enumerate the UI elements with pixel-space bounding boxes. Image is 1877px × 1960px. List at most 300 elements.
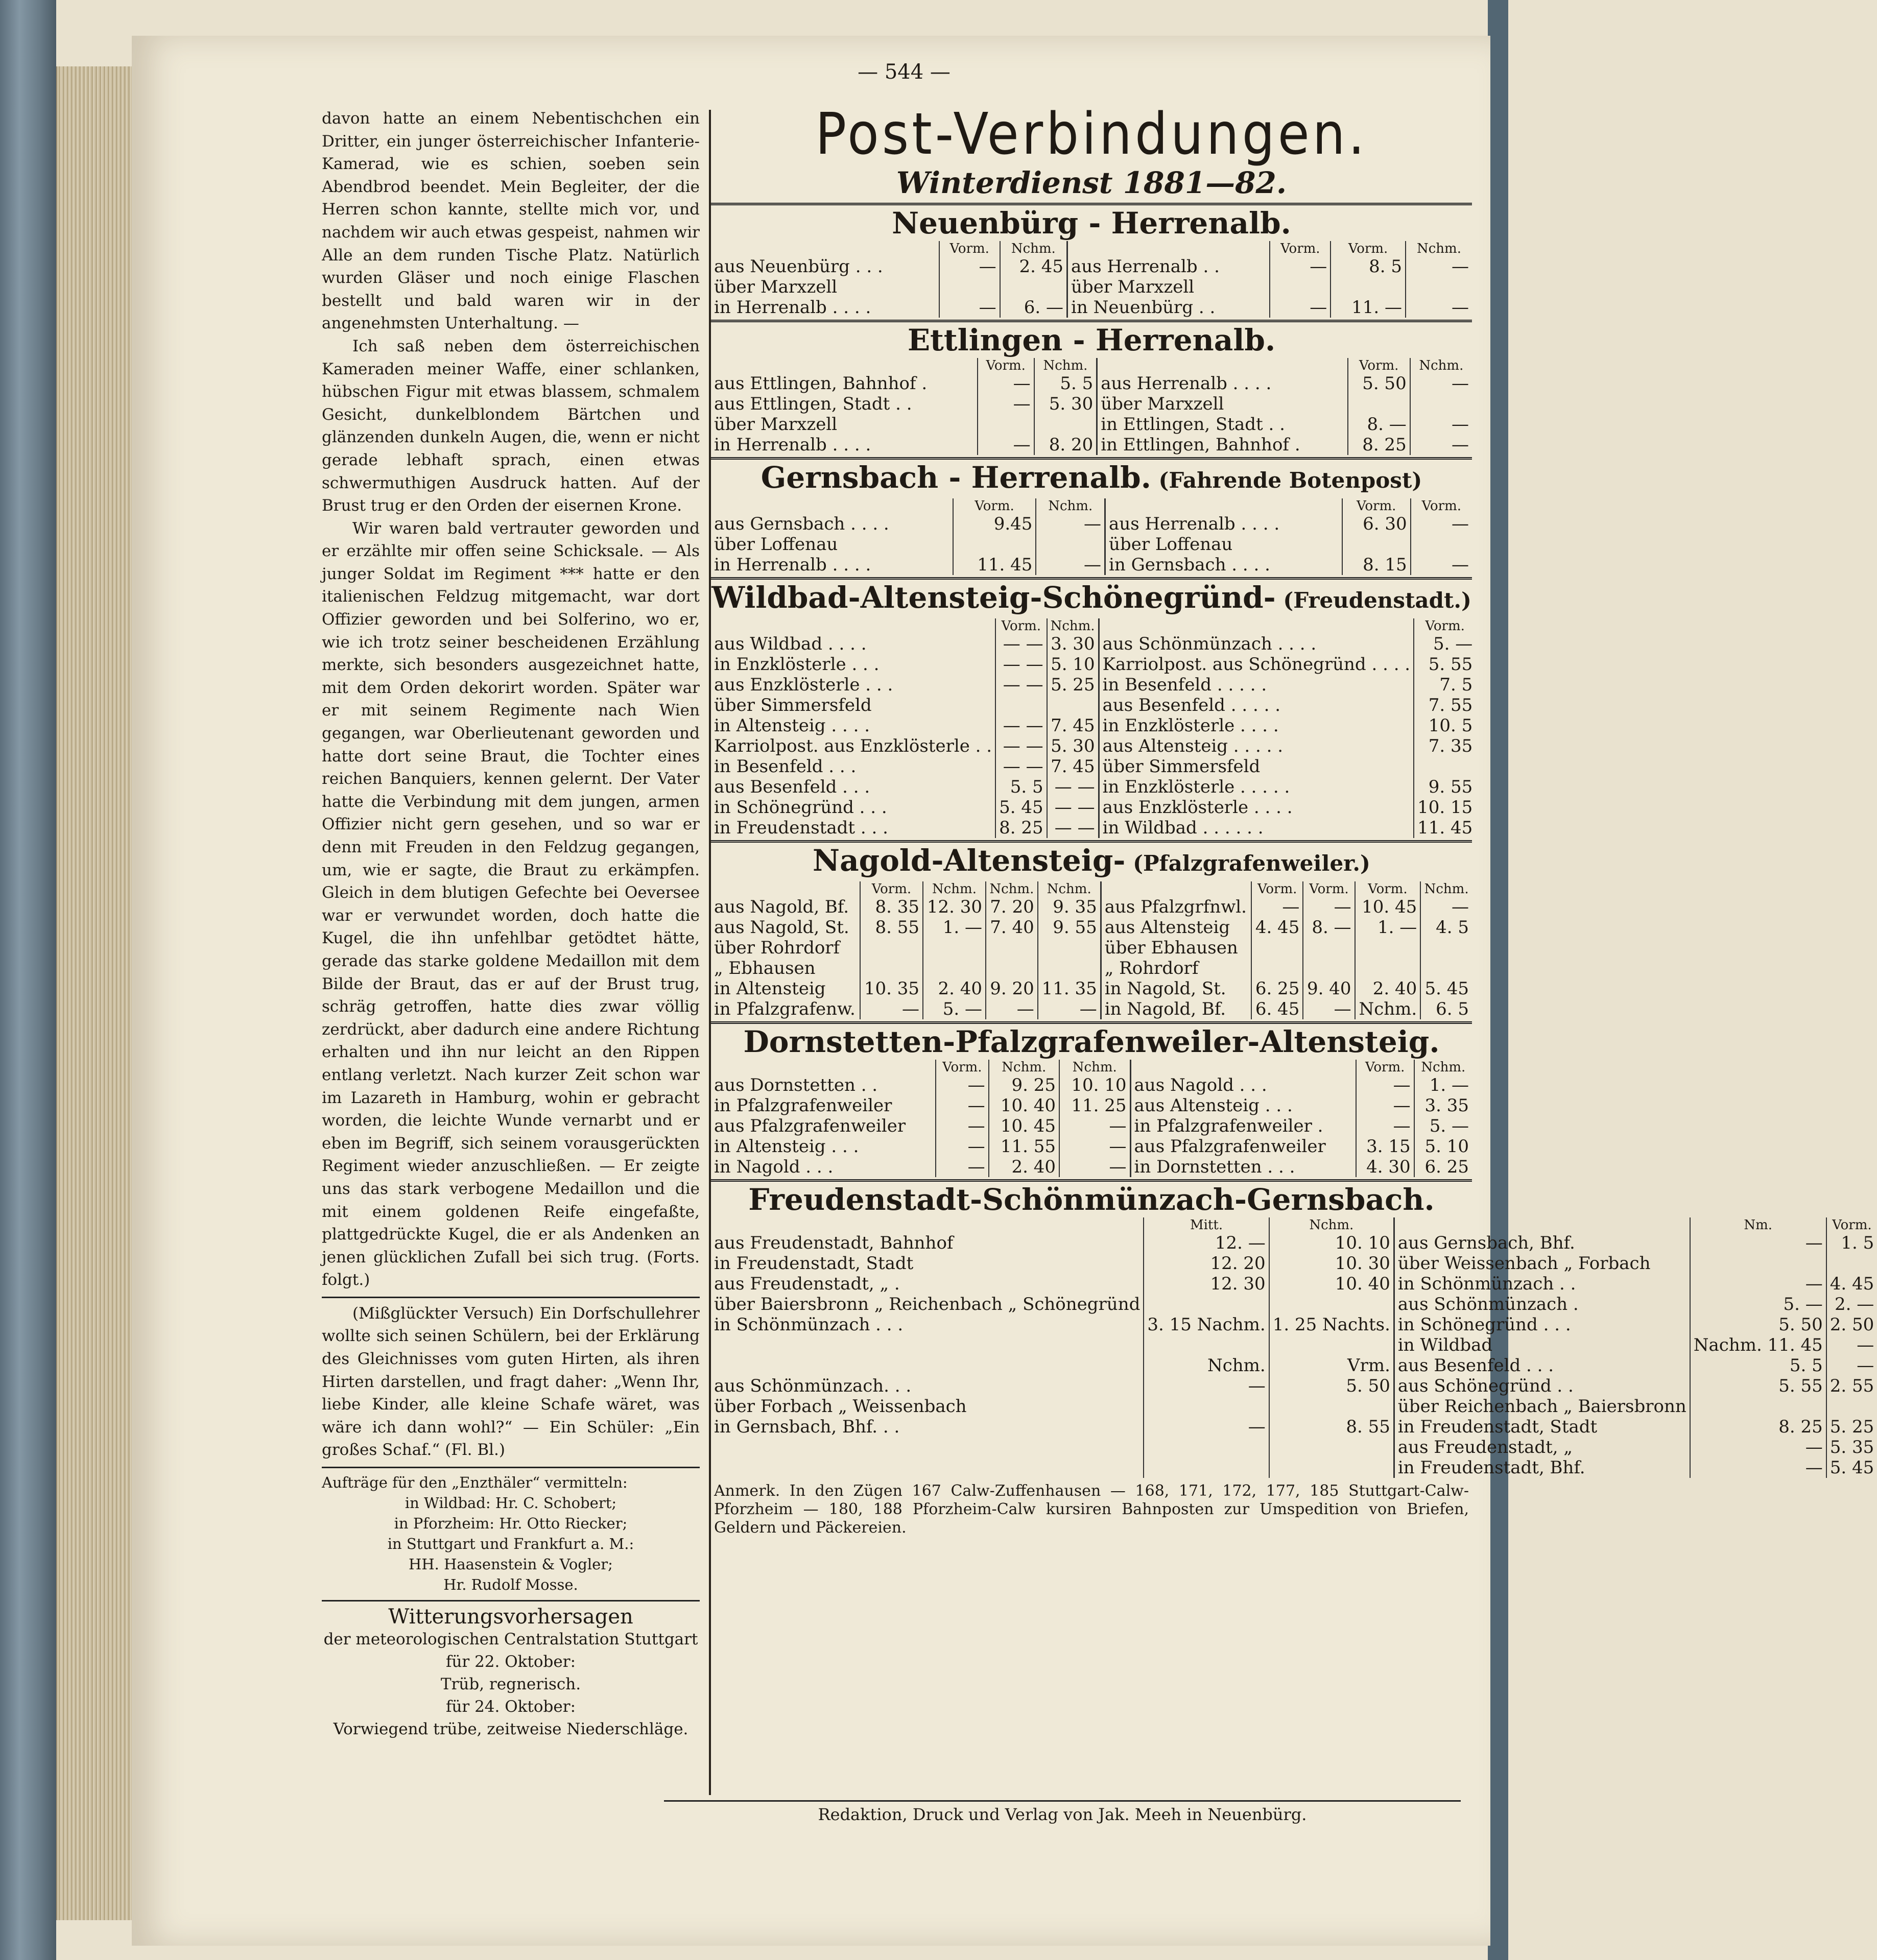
time-cell — [1406, 277, 1472, 297]
station-cell: aus Schönegründ . . — [1394, 1376, 1690, 1396]
time-cell: 9.45 — [953, 514, 1036, 534]
time-cell: 6. 5 — [1420, 999, 1472, 1019]
header-cell: Vorm. — [1356, 1060, 1414, 1075]
time-cell: 8. — — [1303, 917, 1355, 938]
time-cell: — — [1144, 1376, 1269, 1396]
station-cell — [711, 1355, 1144, 1376]
time-cell: 4. 5 — [1420, 917, 1472, 938]
time-cell: — — [1270, 297, 1330, 318]
time-cell — [860, 958, 923, 978]
table-row — [711, 1376, 1877, 1396]
time-cell: 5. 45 — [1826, 1457, 1877, 1478]
time-cell: 5. — — [923, 999, 986, 1019]
time-cell: 2. 45 — [1000, 256, 1067, 277]
header-blank — [1130, 1060, 1356, 1075]
station-cell: in Nagold, Bf. — [1101, 999, 1251, 1019]
header-blank — [711, 1217, 1144, 1233]
route-table — [711, 241, 1472, 318]
table-row — [711, 736, 1476, 756]
time-cell — [1690, 1253, 1826, 1274]
story-paragraph: davon hatte an einem Nebentischchen ein Dritter, ein junger österreichischer Infanterie-Kamerad, wie es schien, soeben sein Abendbrod beendet. Mein Begleiter, der die Herren schon kannte, stellte mich vor, und nachdem wir auch etwas gespeist, nahmen wir Alle an dem runden Tische Platz. Natürlich wurden Gläser und noch einige Flaschen bestellt und bald waren wir in der angenehmsten Unterhaltung. — — [322, 109, 700, 333]
station-cell: in Herrenalb . . . . — [714, 555, 871, 575]
time-cell: 12. 30 — [923, 897, 986, 917]
time-cell: — — [936, 1075, 989, 1095]
header-cell: Vorm. — [1251, 881, 1303, 897]
station-cell: aus Herrenalb . . . . — [1097, 373, 1348, 394]
route-title — [711, 580, 1472, 618]
time-cell: 6. 25 — [1251, 978, 1303, 999]
route-table — [711, 1060, 1472, 1177]
time-cell — [1269, 1335, 1394, 1355]
station-cell: in Nagold, St. — [1101, 978, 1251, 999]
header-blank — [1067, 241, 1270, 256]
table-row — [711, 958, 1472, 978]
agent-line: in Pforzheim: Hr. Otto Riecker; — [394, 1515, 628, 1533]
page-edges — [56, 66, 134, 1920]
time-cell: — — [1690, 1274, 1826, 1294]
station-cell: aus Freudenstadt, Bahnhof — [714, 1233, 954, 1253]
time-cell: 1. — — [1414, 1075, 1472, 1095]
header-blank — [1097, 358, 1348, 373]
time-cell: — — — [1047, 797, 1099, 818]
time-cell: — — [978, 435, 1034, 455]
time-cell: — — [1356, 1095, 1414, 1116]
table-row — [711, 1233, 1877, 1253]
time-cell: 6. 45 — [1251, 999, 1303, 1019]
route-title-text: Neuenbürg - Herrenalb. — [892, 206, 1291, 241]
station-cell: aus Schönmünzach . . . . — [1099, 634, 1414, 654]
time-cell — [1420, 938, 1472, 958]
header-cell: Vorm. — [978, 358, 1034, 373]
time-cell — [1269, 1437, 1394, 1457]
station-cell: aus Neuenbürg . . . — [714, 256, 883, 277]
station-cell: in Pfalzgrafenweiler — [714, 1095, 892, 1116]
time-cell: — — [1411, 514, 1472, 534]
header-cell: Nchm. — [1036, 498, 1105, 514]
route-section — [711, 840, 1472, 1019]
header-cell: Nchm. — [1047, 618, 1099, 634]
time-cell: 8. 25 — [1690, 1417, 1826, 1437]
header-cell: Nchm. — [1034, 358, 1097, 373]
table-row — [711, 917, 1472, 938]
time-cell — [1144, 1335, 1269, 1355]
time-cell: 8. 35 — [860, 897, 923, 917]
header-cell: Vorm. — [1414, 618, 1476, 634]
table-row — [711, 897, 1472, 917]
header-cell: Vorm. — [1270, 241, 1330, 256]
route-title — [711, 460, 1472, 498]
table-header-row — [711, 241, 1472, 256]
time-cell: — — [936, 1095, 989, 1116]
time-cell: — — [1410, 414, 1472, 435]
divider — [322, 1297, 700, 1298]
header-blank — [1105, 498, 1342, 514]
time-cell: 4. 30 — [1356, 1157, 1414, 1177]
header-blank — [711, 618, 995, 634]
time-cell: — — — [995, 736, 1047, 756]
table-row — [711, 297, 1472, 318]
table-row — [711, 1253, 1877, 1274]
time-cell: 3. 35 — [1414, 1095, 1472, 1116]
station-cell: aus Herrenalb . . . . — [1105, 514, 1342, 534]
time-cell: 9. 55 — [1414, 777, 1476, 797]
header-cell: Vorm. — [1303, 881, 1355, 897]
agents-box — [322, 1472, 700, 1595]
time-cell: 2. 50 — [1826, 1314, 1877, 1335]
time-cell — [1144, 1294, 1269, 1314]
time-cell — [986, 958, 1038, 978]
route-title-extra: (Pfalzgrafenweiler.) — [1125, 851, 1370, 876]
station-cell: in Enzklösterle . . . — [714, 654, 880, 675]
route-section — [711, 203, 1472, 318]
time-cell: — — [1038, 999, 1101, 1019]
time-cell: Vrm. — [1269, 1355, 1394, 1376]
time-cell: — — [1356, 1075, 1414, 1095]
header-cell: Vorm. — [1826, 1217, 1877, 1233]
time-cell: 10. 45 — [1355, 897, 1421, 917]
header-cell: Vorm. — [1330, 241, 1406, 256]
station-cell: aus Ettlingen, Bahnhof . — [714, 373, 928, 394]
agent-line: in Wildbad: Hr. C. Schobert; — [405, 1494, 617, 1512]
time-cell: — — — [1047, 777, 1099, 797]
time-cell: 10. 10 — [1269, 1233, 1394, 1253]
route-title — [711, 1024, 1472, 1060]
weather-title: Witterungsvorhersagen — [388, 1605, 633, 1629]
table-row — [711, 435, 1472, 455]
route-table — [711, 881, 1472, 1019]
time-cell: 8. 55 — [1269, 1417, 1394, 1437]
station-cell: aus Dornstetten . . — [714, 1075, 878, 1095]
time-cell: — — [936, 1116, 989, 1136]
time-cell: 5. 30 — [1034, 394, 1097, 414]
time-cell: 10. 10 — [1059, 1075, 1130, 1095]
station-cell: aus Besenfeld . . . — [1394, 1355, 1690, 1376]
time-cell: 7. 40 — [986, 917, 1038, 938]
time-cell: — — — [995, 634, 1047, 654]
time-cell — [1410, 394, 1472, 414]
station-cell: aus Nagold . . . — [1130, 1075, 1356, 1095]
header-cell: Nchm. — [1059, 1060, 1130, 1075]
header-cell: Vorm. — [1348, 358, 1410, 373]
table-row — [711, 1116, 1472, 1136]
time-cell: 6. 25 — [1414, 1157, 1472, 1177]
station-cell: in Freudenstadt, Bhf. — [1394, 1457, 1690, 1478]
route-title-text: Dornstetten-Pfalzgrafenweiler-Altensteig. — [743, 1024, 1440, 1059]
table-row — [711, 1417, 1877, 1437]
station-cell: über Reichenbach „ Baiersbronn — [1394, 1396, 1690, 1417]
time-cell: 10. 30 — [1269, 1253, 1394, 1274]
time-cell — [1000, 277, 1067, 297]
table-header-row — [711, 1060, 1472, 1075]
header-cell: Vorm. — [1342, 498, 1411, 514]
station-cell: über Simmersfeld — [1099, 756, 1414, 777]
time-cell — [1144, 1457, 1269, 1478]
station-cell: in Altensteig . . . . — [714, 715, 870, 736]
table-row — [711, 797, 1476, 818]
time-cell: — — — [995, 675, 1047, 695]
time-cell: — — [1406, 256, 1472, 277]
time-cell: 9. 40 — [1303, 978, 1355, 999]
time-cell: 2. — — [1826, 1294, 1877, 1314]
table-row — [711, 514, 1472, 534]
time-cell — [1047, 695, 1099, 715]
time-cell: — — [1410, 373, 1472, 394]
route-title-text: Nagold-Altensteig- — [813, 843, 1126, 878]
time-cell: 5. 45 — [1420, 978, 1472, 999]
time-cell: — — [1059, 1157, 1130, 1177]
time-cell: 7. 55 — [1414, 695, 1476, 715]
station-cell: in Neuenbürg . . — [1067, 297, 1270, 318]
table-row — [711, 555, 1472, 575]
header-cell: Nchm. — [1000, 241, 1067, 256]
time-cell: 3. 15 Nachm. — [1144, 1314, 1269, 1335]
table-row — [711, 1396, 1877, 1417]
header-cell: Vorm. — [953, 498, 1036, 514]
time-cell — [978, 414, 1034, 435]
time-cell: — — [1826, 1355, 1877, 1376]
time-cell: 5. 35 — [1826, 1437, 1877, 1457]
route-table — [711, 498, 1472, 575]
time-cell: 5. — — [1690, 1294, 1826, 1314]
station-cell: über Baiersbronn „ Reichenbach „ Schönegründ — [714, 1294, 1141, 1314]
time-cell: — — [1410, 435, 1472, 455]
time-cell: 10. 35 — [860, 978, 923, 999]
time-cell — [1826, 1396, 1877, 1417]
time-cell: — — [936, 1136, 989, 1157]
table-row — [711, 1437, 1877, 1457]
timetable-subtitle: Winterdienst 1881—82. — [896, 165, 1287, 200]
time-cell: 11. 55 — [989, 1136, 1059, 1157]
table-row — [711, 1095, 1472, 1116]
station-cell: aus Altensteig — [1101, 917, 1251, 938]
station-cell: in Schönmünzach . . — [1394, 1274, 1690, 1294]
time-cell: 5. 50 — [1690, 1314, 1826, 1335]
time-cell: 8. 25 — [995, 818, 1047, 838]
header-blank — [711, 498, 953, 514]
table-row — [711, 1075, 1472, 1095]
time-cell: 8. 25 — [1348, 435, 1410, 455]
table-header-row — [711, 881, 1472, 897]
agent-line: Hr. Rudolf Mosse. — [443, 1576, 578, 1594]
imprint: Redaktion, Druck und Verlag von Jak. Meeh in Neuenbürg. — [664, 1800, 1461, 1824]
table-row — [711, 1457, 1877, 1478]
station-cell: über Rohrdorf — [714, 938, 840, 958]
time-cell: — — [1059, 1136, 1130, 1157]
station-cell: über Marxzell — [1097, 394, 1348, 414]
route-title-extra: (Freudenstadt.) — [1275, 588, 1471, 613]
time-cell: 2. 55 — [1826, 1376, 1877, 1396]
station-cell: in Wildbad — [1394, 1335, 1690, 1355]
header-cell: Nchm. — [923, 881, 986, 897]
time-cell: — — [978, 373, 1034, 394]
time-cell: — — [1059, 1116, 1130, 1136]
time-cell: 5. — — [1414, 634, 1476, 654]
header-blank — [711, 241, 939, 256]
table-row — [711, 818, 1476, 838]
table-row — [711, 675, 1476, 695]
station-cell: in Schönegründ . . . — [714, 797, 887, 818]
station-cell: in Herrenalb . . . . — [714, 297, 871, 318]
time-cell — [1826, 1253, 1877, 1274]
header-blank — [711, 358, 978, 373]
station-cell: in Dornstetten . . . — [1130, 1157, 1356, 1177]
time-cell: — — [1303, 897, 1355, 917]
time-cell: — — [1420, 897, 1472, 917]
time-cell: 11. — — [1330, 297, 1406, 318]
time-cell: — — [939, 297, 1000, 318]
time-cell — [1355, 938, 1421, 958]
time-cell: 10. 5 — [1414, 715, 1476, 736]
time-cell: — — [1690, 1457, 1826, 1478]
time-cell: 10. 15 — [1414, 797, 1476, 818]
table-header-row — [711, 1217, 1877, 1233]
table-row — [711, 978, 1472, 999]
time-cell: 8. 5 — [1330, 256, 1406, 277]
time-cell: 10. 40 — [989, 1095, 1059, 1116]
time-cell: 5. 25 — [1047, 675, 1099, 695]
time-cell: — — [860, 999, 923, 1019]
time-cell: 5. 30 — [1047, 736, 1099, 756]
table-header-row — [711, 618, 1476, 634]
time-cell: 1. 5 — [1826, 1233, 1877, 1253]
route-title-text: Freudenstadt-Schönmünzach-Gernsbach. — [748, 1182, 1435, 1217]
time-cell: — — [1251, 897, 1303, 917]
station-cell: aus Freudenstadt, „ . — [714, 1274, 900, 1294]
page-number: — 544 — — [858, 60, 951, 84]
station-cell: aus Altensteig . . . . . — [1099, 736, 1414, 756]
header-cell: Nchm. — [1038, 881, 1101, 897]
header-blank — [711, 881, 860, 897]
station-cell: Karriolpost. aus Enzklösterle . . — [714, 736, 992, 756]
header-cell: Nchm. — [1414, 1060, 1472, 1075]
time-cell: 5. 55 — [1414, 654, 1476, 675]
time-cell: — — [1356, 1116, 1414, 1136]
time-cell: — — [1270, 256, 1330, 277]
time-cell: 10. 45 — [989, 1116, 1059, 1136]
time-cell — [1303, 938, 1355, 958]
time-cell: 5. 5 — [1034, 373, 1097, 394]
time-cell: 11. 45 — [953, 555, 1036, 575]
station-cell: aus Nagold, Bf. — [714, 897, 849, 917]
table-header-row — [711, 498, 1472, 514]
station-cell: Karriolpost. aus Schönegründ . . . . — [1099, 654, 1414, 675]
story-column — [322, 107, 700, 1762]
time-cell: — — [1826, 1335, 1877, 1355]
header-cell: Nchm. — [1410, 358, 1472, 373]
header-blank — [711, 1060, 936, 1075]
table-row — [711, 256, 1472, 277]
station-cell: aus Besenfeld . . . . . — [1099, 695, 1414, 715]
timetable-note: Anmerk. In den Zügen 167 Calw-Zuffenhausen — 168, 171, 172, 177, 185 Stuttgart-Calw-Pforzheim — 180, 188 Pforzheim-Calw kursiren Bahnposten zur Umspedition von Briefen, Geldern und Päckereien. — [714, 1482, 1469, 1537]
station-cell: über Weissenbach „ Forbach — [1394, 1253, 1690, 1274]
station-cell: über Loffenau — [714, 534, 838, 555]
time-cell: 5. 5 — [1690, 1355, 1826, 1376]
route-section — [711, 457, 1472, 575]
time-cell: — — [1036, 514, 1105, 534]
table-row — [711, 715, 1476, 736]
header-cell: Vorm. — [1355, 881, 1421, 897]
station-cell: über Forbach „ Weissenbach — [714, 1396, 967, 1417]
station-cell: aus Schönmünzach . — [1394, 1294, 1690, 1314]
agents-heading: Aufträge für den „Enzthäler“ vermitteln: — [322, 1474, 628, 1492]
time-cell — [1144, 1437, 1269, 1457]
time-cell — [1330, 277, 1406, 297]
station-cell: über Simmersfeld — [714, 695, 872, 715]
route-section — [711, 577, 1472, 838]
time-cell: 11. 25 — [1059, 1095, 1130, 1116]
header-cell: Nchm. — [1269, 1217, 1394, 1233]
time-cell: 8. 15 — [1342, 555, 1411, 575]
time-cell: 10. 40 — [1269, 1274, 1394, 1294]
station-cell: in Besenfeld . . . — [714, 756, 857, 777]
header-cell: Vorm. — [860, 881, 923, 897]
station-cell: aus Enzklösterle . . . — [714, 675, 893, 695]
time-cell: 8. 55 — [860, 917, 923, 938]
table-row — [711, 373, 1472, 394]
time-cell — [1414, 756, 1476, 777]
timetable-title: Post-Verbindungen. — [815, 101, 1368, 168]
station-cell: in Herrenalb . . . . — [714, 435, 871, 455]
table-row — [711, 634, 1476, 654]
table-row — [711, 1355, 1877, 1376]
time-cell: Nchm. — [1144, 1355, 1269, 1376]
time-cell — [1034, 414, 1097, 435]
time-cell — [1348, 394, 1410, 414]
station-cell: über Loffenau — [1105, 534, 1342, 555]
time-cell: 5. 50 — [1269, 1376, 1394, 1396]
header-cell: Vorm. — [936, 1060, 989, 1075]
cover-edge — [1488, 0, 1508, 1960]
time-cell: — — [1144, 1417, 1269, 1437]
time-cell — [1342, 534, 1411, 555]
table-row — [711, 1157, 1472, 1177]
time-cell: 7. 45 — [1047, 715, 1099, 736]
station-cell: aus Ettlingen, Stadt . . — [714, 394, 912, 414]
table-row — [711, 999, 1472, 1019]
station-cell: in Pfalzgrafenweiler . — [1130, 1116, 1356, 1136]
header-cell: Nchm. — [989, 1060, 1059, 1075]
weather-date: für 24. Oktober: — [445, 1698, 576, 1716]
table-row — [711, 695, 1476, 715]
header-cell: Nchm. — [1406, 241, 1472, 256]
time-cell — [1269, 1457, 1394, 1478]
agent-line: HH. Haasenstein & Vogler; — [409, 1556, 613, 1573]
time-cell — [1269, 1396, 1394, 1417]
time-cell: 12. — — [1144, 1233, 1269, 1253]
route-title-text: Gernsbach - Herrenalb. — [761, 460, 1151, 495]
header-cell: Vorm. — [995, 618, 1047, 634]
table-row — [711, 277, 1472, 297]
station-cell: in Altensteig . . . — [714, 1136, 859, 1157]
time-cell: 7. 5 — [1414, 675, 1476, 695]
table-row — [711, 534, 1472, 555]
station-cell: in Gernsbach . . . . — [1105, 555, 1342, 575]
route-section — [711, 1179, 1874, 1478]
timetable-sections — [711, 203, 1874, 1478]
time-cell — [1038, 938, 1101, 958]
station-cell: aus Freudenstadt, „ — [1394, 1437, 1690, 1457]
time-cell: 7. 45 — [1047, 756, 1099, 777]
time-cell — [1355, 958, 1421, 978]
station-cell: aus Pfalzgrfnwl. — [1101, 897, 1251, 917]
time-cell: 6. 30 — [1342, 514, 1411, 534]
station-cell: in Altensteig — [714, 978, 826, 999]
time-cell: 9. 55 — [1038, 917, 1101, 938]
header-cell: Mitt. — [1144, 1217, 1269, 1233]
route-title — [711, 322, 1472, 358]
station-cell — [711, 1437, 1144, 1457]
station-cell: aus Schönmünzach. . . — [714, 1376, 912, 1396]
